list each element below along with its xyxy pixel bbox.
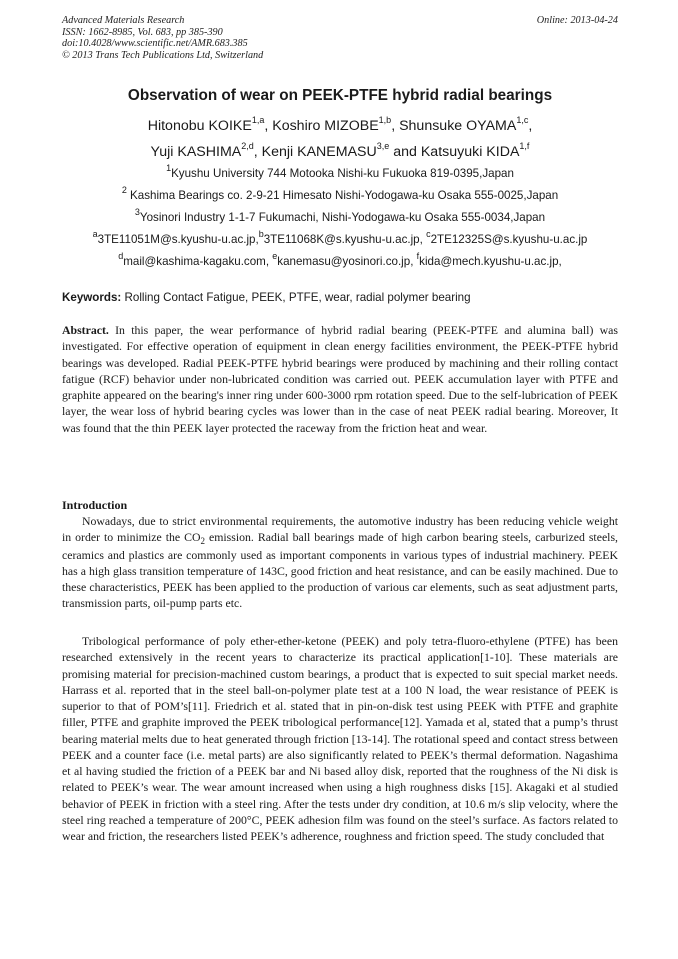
- author-name: Katsuyuki KIDA: [420, 144, 520, 160]
- email-link[interactable]: kida@mech.kyushu-u.ac.jp,: [419, 255, 562, 268]
- introduction-paragraph-2: Tribological performance of poly ether-ether-ketone (PEEK) and poly tetra-fluoro-ethylene (PTFE) has been researched extensively in the recent years to characterize its practical application[1-10]. These materials are promising material for precision-machined custom bearings, a product that is expected to suit special market needs. Harrass et al. reported that in the steel ball-on-polymer plate test at a 100 N load, the wear resistance of PEEK is superior to that of POM’s[11]. Friedrich et al. stated that in pin-on-disk test using PEEK with PTFE and graphite filler, PTFE and graphite improved the PEEK tribological performance[12]. Yamada et al, stated that a pump’s thrust bearing material melts due to heat generated through friction [13-14]. The rotational speed and contact stress between PEEK and a counter face (i.e. metal parts) are also significantly related to PEEK’s thermal deformation. Nagashima et al having studied the friction of a PEEK bar and Ni based alloy disk, reported that the roughness of the Ni disk is related to PEEK’s wear. The wear amount increased when using a high roughness disks [15]. Akagaki et al studied behavior of PEEK in friction with a steel ring. After the tests under dry condition, at 10.6 m/s slip velocity, where the steel ring reached a temperature of 200°C, PEEK adhesion film was found on the steel’s surface. As factors related to wear and friction, the researchers listed PEEK’s adherence, roughness and friction speed. The study concluded that: [62, 634, 618, 843]
- keywords: [62, 291, 618, 305]
- email-link[interactable]: 3TE11068K@s.kyushu-u.ac.jp,: [263, 233, 427, 246]
- paragraph-text: Nowadays, due to strict environmental requirements, the automotive industry has been reducing vehicle weight in order to minimize the CO: [62, 514, 618, 545]
- email-mark: e: [272, 251, 278, 262]
- author-separator: ,: [264, 118, 273, 134]
- author-name: Shunsuke OYAMA: [399, 118, 517, 134]
- affiliation-mark: 1: [166, 163, 172, 174]
- affiliation-text: Kashima Bearings co. 2-9-21 Himesato Nishi-Yodogawa-ku Osaka 555-0025,Japan: [126, 189, 559, 202]
- email-mark: f: [416, 251, 420, 262]
- affiliation-3: [62, 207, 618, 225]
- author-name: Kenji KANEMASU: [261, 144, 377, 160]
- abstract: [62, 322, 618, 436]
- email-link[interactable]: 2TE12325S@s.kyushu-u.ac.jp: [430, 233, 588, 246]
- author-name: Koshiro MIZOBE: [272, 118, 379, 134]
- journal-name: Advanced Materials Research: [62, 15, 185, 26]
- email-line-2: [62, 251, 618, 269]
- copyright-line: © 2013 Trans Tech Publications Ltd, Switzerland: [62, 49, 264, 61]
- author-name: Hitonobu KOIKE: [147, 118, 252, 134]
- paragraph-text: emission. Radial ball bearings made of high carbon bearing steels, carburized steels, ceramics and plastics are commonly used as important components in various types of industrial machinery. PEEK has a high glass transition temperature of 143C, good friction and heat resistance, and can be easily machined. Due to these characteristics, PEEK has been applied to the production of various car elements, such as seat adjustment parts, transmission parts, oil-pump parts etc.: [62, 530, 619, 611]
- affiliation-mark: 3: [134, 207, 140, 218]
- author-affil-mark: 1,c: [516, 115, 529, 126]
- keywords-label: Keywords:: [62, 291, 122, 304]
- email-link[interactable]: 3TE11051M@s.kyushu-u.ac.jp,: [97, 233, 259, 246]
- journal-header: [62, 15, 618, 61]
- email-mark: b: [258, 229, 264, 240]
- doi-line: doi:10.4028/www.scientific.net/AMR.683.385: [62, 38, 248, 50]
- author-separator: ,: [528, 118, 533, 134]
- author-affil-mark: 2,d: [241, 141, 254, 152]
- affiliation-text: Kyushu University 744 Motooka Nishi-ku Fukuoka 819-0395,Japan: [171, 167, 514, 180]
- introduction-paragraph-1: [62, 513, 618, 612]
- authors-line-2: [62, 143, 618, 161]
- author-affil-mark: 1,a: [251, 115, 265, 126]
- paper-title: Observation of wear on PEEK-PTFE hybrid radial bearings: [127, 87, 553, 104]
- author-affil-mark: 1,b: [378, 115, 392, 126]
- authors-line-1: [62, 117, 618, 135]
- email-mark: d: [118, 251, 124, 262]
- introduction-heading: Introduction: [62, 498, 128, 512]
- author-separator: and: [389, 144, 421, 160]
- affiliation-2: [62, 185, 618, 203]
- affiliation-mark: 2: [121, 185, 127, 196]
- email-link[interactable]: kanemasu@yosinori.co.jp,: [277, 255, 417, 268]
- author-separator: ,: [253, 144, 262, 160]
- author-name: Yuji KASHIMA: [150, 144, 242, 160]
- online-date: Online: 2013-04-24: [536, 15, 618, 26]
- email-mark: a: [92, 229, 98, 240]
- issn-line: ISSN: 1662-8985, Vol. 683, pp 385-390: [62, 26, 223, 38]
- abstract-label: Abstract.: [62, 323, 109, 337]
- email-line-1: [62, 229, 618, 247]
- affiliation-1: [62, 163, 618, 181]
- email-mark: c: [426, 229, 431, 240]
- affiliation-text: Yosinori Industry 1-1-7 Fukumachi, Nishi-Yodogawa-ku Osaka 555-0034,Japan: [139, 211, 546, 224]
- abstract-text: In this paper, the wear performance of hybrid radial bearing (PEEK-PTFE and alumina ball) was investigated. For effective operation of equipment in clean energy facilities environment, the PEEK-PTFE hybrid bearings was developed. Radial PEEK-PTFE hybrid bearings were produced by machining and their rolling contact fatigue (RCF) behavior under non-lubricated condition was carried out. PEEK accumulation layer with PTFE and graphite appeared on the bearing's inner ring under 600-3000 rpm rotation speed. Due to the self-lubrication of PEEK layer, the wear loss of hybrid bearing cycles was lower than in the case of neat PEEK radial bearing. Moreover, It was found that the thin PEEK layer protected the raceway from the friction heat and wear.: [62, 323, 618, 435]
- keywords-text: Rolling Contact Fatigue, PEEK, PTFE, wear, radial polymer bearing: [121, 291, 471, 304]
- subscript: 2: [200, 536, 205, 547]
- author-affil-mark: 1,f: [519, 141, 530, 152]
- author-affil-mark: 3,e: [376, 141, 390, 152]
- author-separator: ,: [391, 118, 400, 134]
- email-link[interactable]: mail@kashima-kagaku.com,: [123, 255, 273, 268]
